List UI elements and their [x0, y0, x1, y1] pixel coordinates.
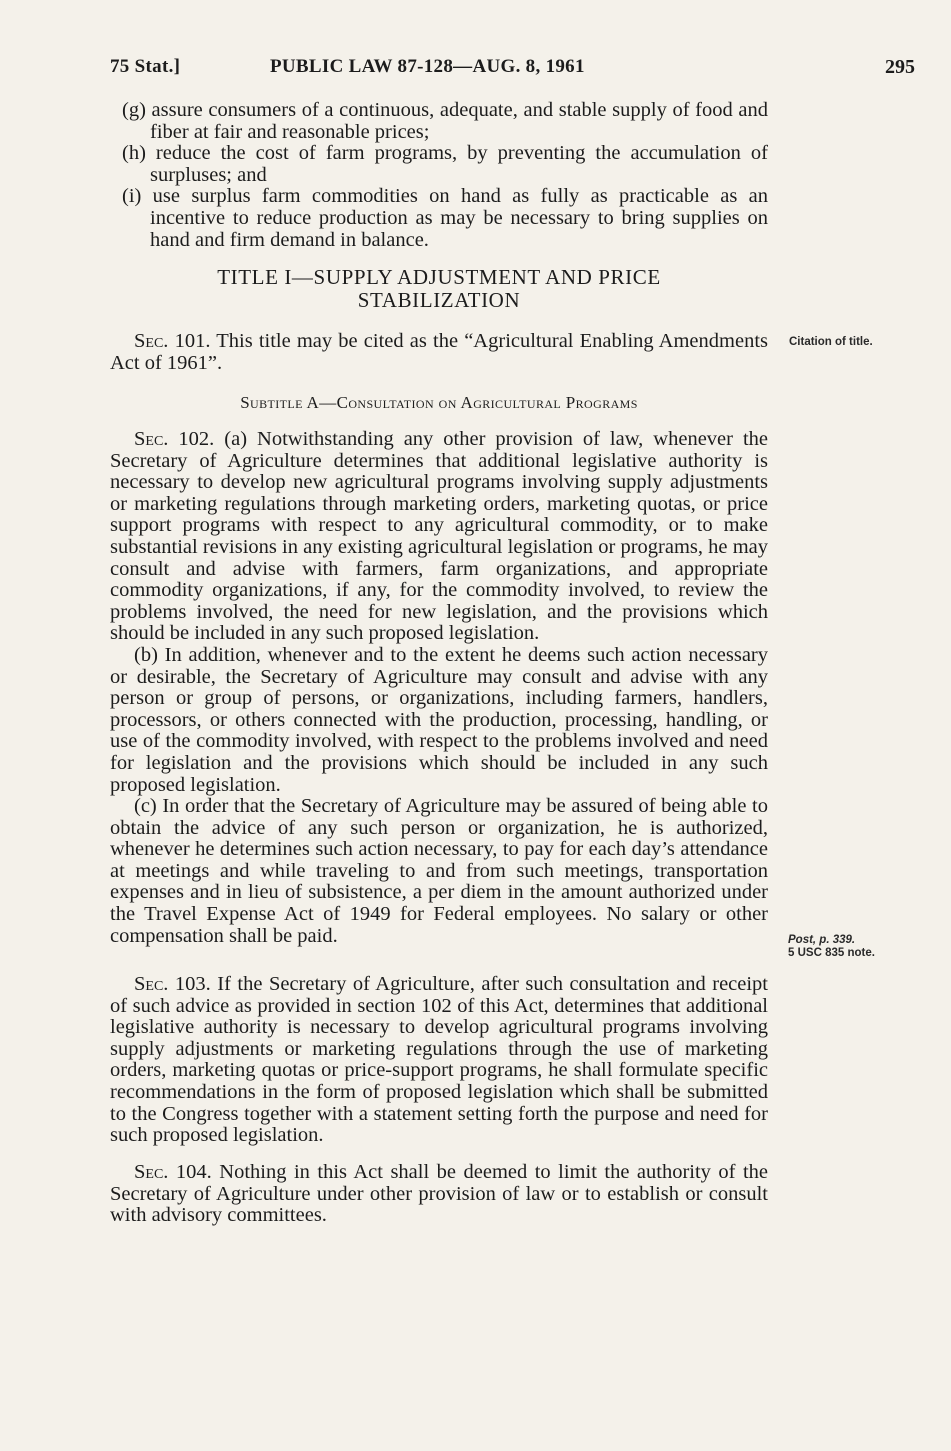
margin-note-usc: 5 USC 835 note.: [788, 947, 875, 959]
section-104: [110, 1162, 768, 1227]
section-101: [110, 331, 768, 374]
page-number: 295: [885, 56, 915, 78]
clause-i: (i) use surplus farm commodities on hand as fully as practicable as an incentive to reduce production as may be necessary to bring supplies on hand and firm demand in balance.: [122, 185, 768, 251]
subtitle-a: Subtitle A—Consultation on Agricultural Programs: [240, 393, 638, 412]
clauses-block: [110, 100, 768, 251]
title-line-1: TITLE I—SUPPLY ADJUSTMENT AND PRICE: [217, 265, 661, 289]
title-line-2: STABILIZATION: [357, 288, 521, 312]
law-heading: PUBLIC LAW 87-128—AUG. 8, 1961: [270, 56, 585, 77]
margin-note-references: [788, 934, 875, 960]
margin-note-citation: Citation of title.: [789, 336, 873, 348]
clause-h: (h) reduce the cost of farm programs, by preventing the accumulation of surpluses; and: [122, 142, 768, 186]
section-103: [110, 974, 768, 1147]
volume-citation: 75 Stat.]: [110, 56, 181, 77]
section-102-label: Sec. 102.: [134, 428, 215, 450]
section-102: [110, 429, 768, 947]
clause-g: (g) assure consumers of a continuous, adequate, and stable supply of food and fiber at fair and reasonable prices;: [122, 99, 768, 143]
section-104-label: Sec. 104.: [134, 1161, 212, 1183]
section-101-label: Sec. 101.: [134, 330, 211, 352]
section-101-text: This title may be cited as the “Agricultural Enabling Amendments Act of 1961”.: [110, 330, 768, 374]
section-104-text: Nothing in this Act shall be deemed to limit the authority of the Secretary of Agriculture under other provision of law or to establish or consult with advisory committees.: [110, 1161, 769, 1227]
margin-note-post: Post, p. 339.: [788, 934, 856, 946]
section-102-b: (b) In addition, whenever and to the extent he deems such action necessary or desirable, the Secretary of Agriculture may consult and advise with any person or group of persons, or organizations, including farmers, handlers, processors, or others connected with the production, processing, handling, or use of the commodity involved, with respect to the problems involved and need for legislation and the provisions which should be included in any such proposed legislation.: [110, 643, 768, 796]
section-102-a: (a) Notwithstanding any other provision of law, whenever the Secretary of Agriculture determines that additional legislative authority is necessary to develop new agricultural programs involving supply adjustments or marketing regulations through marketing orders, marketing quotas, or price support programs with respect to any agricultural commodity, or to make substantial revisions in any existing agricultural legislation or programs, he may consult and advise with farmers, farm organizations, and appropriate commodity organizations, if any, for the commodity involved, to review the problems involved, the need for new legislation, and the provisions which should be included in any such proposed legislation.: [110, 428, 769, 645]
section-102-c: (c) In order that the Secretary of Agriculture may be assured of being able to obtain the advice of any such person or organization, he is authorized, whenever he determines such action necessary, to pay for each day’s attendance at meetings and while traveling to and from such meetings, transportation expenses and in lieu of subsistence, a per diem in the amount authorized under the Travel Expense Act of 1949 for Federal employees. No salary or other compensation shall be paid.: [110, 795, 768, 947]
subtitle-block: [110, 392, 768, 414]
section-103-label: Sec. 103.: [134, 973, 211, 995]
title-heading: [110, 266, 768, 312]
running-header: [110, 56, 915, 86]
section-103-text: If the Secretary of Agriculture, after such consultation and receipt of such advice as provided in section 102 of this Act, determines that additional legislative authority is necessary to develop agricultural programs involving supply adjustments or marketing regulations through the use of marketing orders, marketing quotas or price-support programs, he shall formulate specific recommendations in the form of proposed legislation which shall be submitted to the Congress together with a statement setting forth the purpose and need for such proposed legislation.: [110, 973, 769, 1147]
